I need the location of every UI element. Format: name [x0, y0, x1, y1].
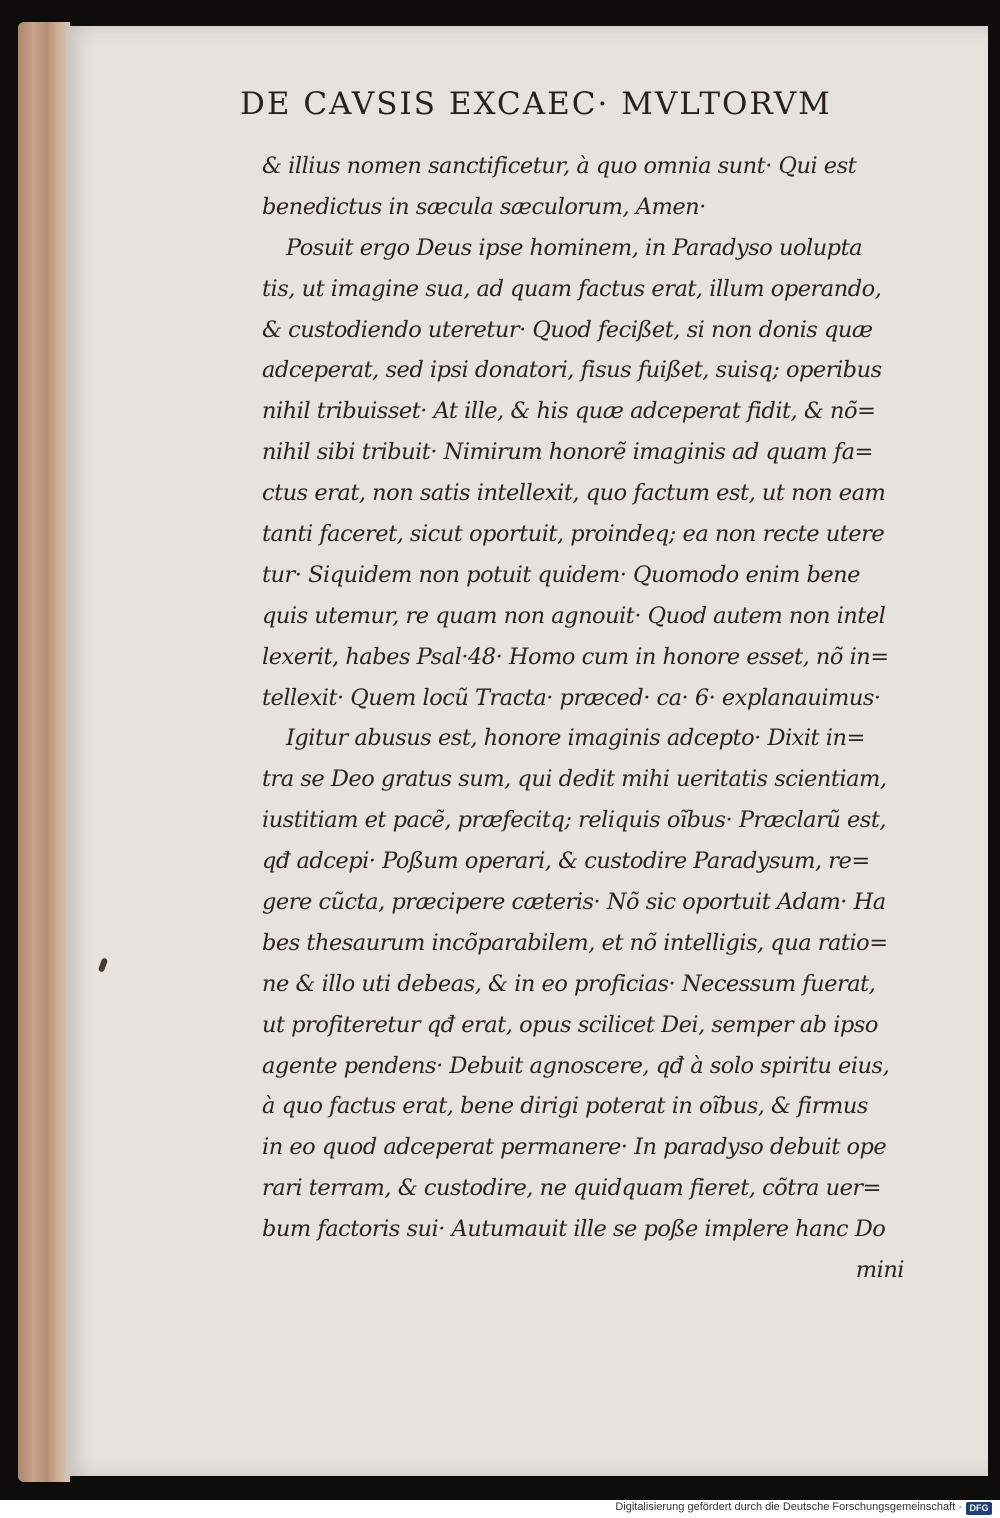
text-line: Igitur abusus est, honore imaginis adcepto· Dixit in= [286, 725, 865, 752]
text-line: & custodiendo uteretur· Quod fecißet, si non donis quæ [262, 316, 873, 343]
text-line: lexerit, habes Psal·48· Homo cum in honore esset, nõ in= [262, 643, 889, 670]
text-line: ut profiteretur qđ erat, opus scilicet Dei, semper ab ipso [262, 1011, 878, 1038]
text-line: à quo factus erat, bene dirigi poterat in oĩbus, & firmus [262, 1093, 868, 1120]
text-line: agente pendens· Debuit agnoscere, qđ à solo spiritu eius, [262, 1052, 890, 1079]
text-line: bes thesaurum incõparabilem, et nõ intelligis, qua ratio= [262, 929, 888, 956]
dfg-logo: DFG [966, 1502, 992, 1515]
footer-bar [0, 1500, 1000, 1518]
text-line: rari terram, & custodire, ne quidquam fieret, cõtra uer= [262, 1175, 882, 1202]
text-line: tanti faceret, sicut oportuit, proindeq; ea non recte utere [262, 521, 885, 548]
text-line: tur· Siquidem non potuit quidem· Quomodo enim bene [262, 561, 860, 588]
text-line: nihil sibi tribuit· Nimirum honorẽ imaginis ad quam fa= [262, 439, 873, 466]
text-line: ctus erat, non satis intellexit, quo factum est, ut non eam [262, 480, 886, 507]
text-line: nihil tribuisset· At ille, & his quæ adceperat fidit, & nõ= [262, 398, 876, 425]
text-line: & illius nomen sanctificetur, à quo omnia sunt· Qui est [262, 153, 857, 179]
text-line: qđ adcepi· Poßum operari, & custodire Paradysum, re= [262, 848, 870, 875]
text-line: tra se Deo gratus sum, qui dedit mihi ueritatis scientiam, [262, 766, 887, 793]
text-line: bum factoris sui· Autumauit ille se poße implere hanc Do [262, 1216, 886, 1243]
text-line: iustitiam et pacẽ, præfecitq; reliquis oĩbus· Præclarũ est, [262, 807, 887, 834]
book-fore-edge [18, 22, 70, 1482]
body-text [262, 146, 942, 1291]
text-line: quis uteтur, re quam non agnouit· Quod autem non intel [262, 602, 886, 629]
running-head: DE CAVSIS EXCAEC· MVLTORVM [240, 86, 832, 122]
text-line: Posuit ergo Deus ipse hominem, in Paradyso uolupta [286, 234, 863, 261]
text-line: tellexit· Quem locũ Tracta· præced· ca· 6· explanauimus· [262, 684, 881, 711]
text-line: tis, ut imagine sua, ad quam factus erat, illum operando, [262, 275, 882, 302]
text-line: adceperat, sed ipsi donatori, fisus fuißet, suisq; operibus [262, 357, 882, 384]
text-line: ne & illo uti debeas, & in eo proficias· Necessum fuerat, [262, 970, 876, 997]
text-line: benedictus in sæcula sæculorum, Amen· [262, 193, 706, 220]
funding-notice: Digitalisierung gefördert durch die Deutsche Forschungsgemeinschaft · [615, 1501, 962, 1513]
catchword: mini [855, 1257, 904, 1284]
text-line: in eo quod adceperat permanere· In paradyso debuit ope [262, 1134, 887, 1161]
text-line: gere cũcta, præcipere cæteris· Nõ sic oportuit Adam· Ha [262, 889, 886, 916]
